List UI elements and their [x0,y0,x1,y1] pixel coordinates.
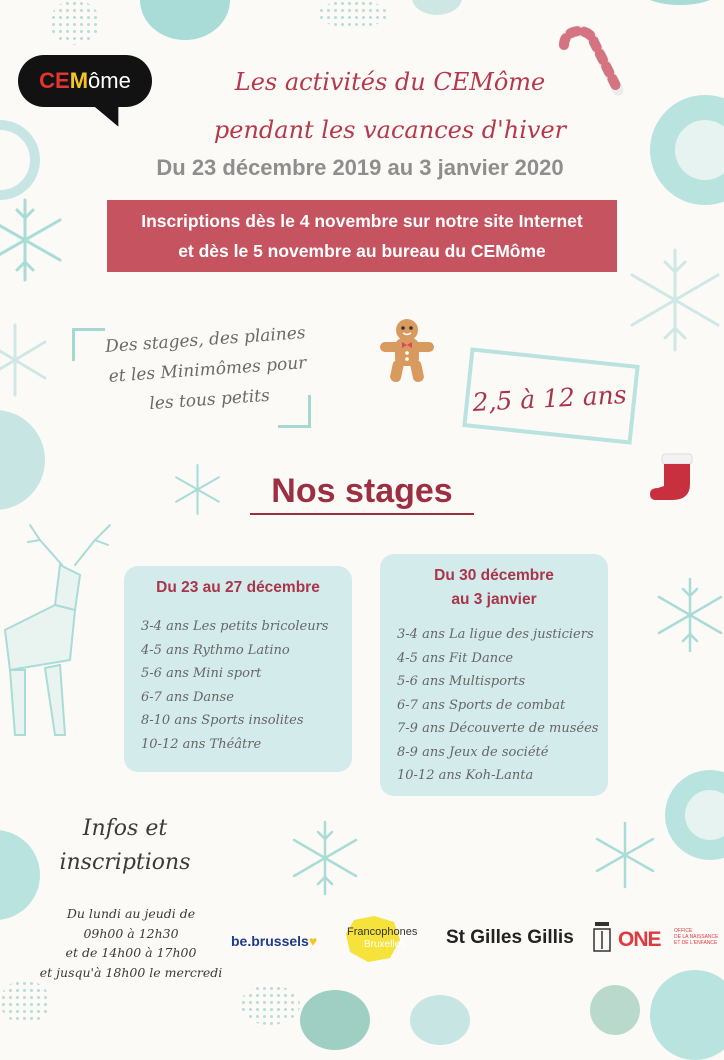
decor-circle [650,970,724,1060]
list-item: 5-6 ans Mini sport [141,666,262,681]
registration-line-2: et dès le 5 novembre au bureau du CEMôme [178,241,546,261]
hours-line-2: 09h00 à 12h30 [83,925,179,941]
one-subtitle-line-3: ET DE L'ENFANCE [674,940,718,946]
decor-circle [300,990,370,1050]
one-subtitle-line-1: OFFICE [674,928,693,934]
intro-line-2: et les Minimômes pour [108,353,307,387]
decor-circle [0,410,45,510]
decor-dots [0,980,50,1024]
list-item: 4-5 ans Rythmo Latino [141,642,290,658]
decor-circle [0,120,40,200]
week2-heading-line-2: au 3 janvier [451,591,537,608]
opening-hours [26,904,236,982]
week1-heading: Du 23 au 27 décembre [156,579,320,596]
snowflake-icon [590,820,660,890]
week2-list [397,623,608,788]
title-line-1: Les activités du CEMôme [234,68,546,96]
decor-dots [50,0,100,45]
intro-line-1: Des stages, des plaines [104,323,307,358]
one-subtitle-line-2: DE LA NAISSANCE [674,934,719,940]
list-item: 10-12 ans Théâtre [141,736,262,752]
cemome-logo [18,55,152,107]
decor-circle [590,985,640,1035]
decor-dots [240,985,300,1025]
intro-line-3: les tous petits [148,385,271,415]
stgilles-logo: St Gilles Gillis [446,927,574,948]
title-line-2: pendant les vacances d'hiver [213,116,567,144]
snowflake-icon [285,818,365,898]
decor-circle [412,0,462,15]
snowflake-icon [620,245,724,355]
stgilles-crest-icon [592,921,612,955]
hours-line-1: Du lundi au jeudi de [66,906,196,921]
gingerbread-icon [378,318,436,384]
one-subtitle [674,928,718,946]
decor-dots [318,0,388,28]
list-item: 6-7 ans Danse [141,689,234,705]
infos-title-line-2: inscriptions [59,850,191,875]
infos-title [40,812,210,880]
list-item: 7-9 ans Découverte de musées [397,721,599,736]
francophones-text-1: Francophones [347,926,418,938]
francophones-logo [342,914,434,962]
logo-text-m: M [69,68,89,93]
age-range: 2,5 à 12 ans [471,379,628,418]
logo-text-ce: CE [39,68,70,93]
stages-card-week2 [380,554,608,796]
week1-list [141,615,352,756]
list-item: 8-9 ans Jeux de société [397,744,549,760]
registration-line-1: Inscriptions dès le 4 novembre sur notre site Internet [141,211,583,231]
list-item: 3-4 ans Les petits bricoleurs [141,619,329,634]
list-item: 10-12 ans Koh-Lanta [397,768,534,783]
list-item: 4-5 ans Fit Dance [397,650,514,666]
snowflake-icon [650,575,724,655]
list-item: 6-7 ans Sports de combat [397,697,566,713]
infos-title-line-1: Infos et [82,816,168,841]
list-item: 8-10 ans Sports insolites [141,713,304,728]
one-text: ONE [618,928,661,951]
stages-card-week1 [124,566,352,772]
list-item: 3-4 ans La ligue des justiciers [397,627,594,642]
francophones-text-2: Bruxelles [364,939,406,950]
snowflake-icon [0,195,70,285]
decor-circle [410,995,470,1045]
week2-heading-line-1: Du 30 décembre [434,567,554,584]
snowflake-icon [170,462,225,517]
bebrussels-logo: be.brussels♥ [231,933,318,949]
logo-text-ome: ôme [88,68,131,93]
bebrussels-text: be.brussels [231,933,309,949]
registration-banner [107,200,617,272]
list-item: 5-6 ans Multisports [397,674,526,689]
hours-line-4: et jusqu'à 18h00 le mercredi [39,964,223,980]
stocking-icon [648,452,698,504]
reindeer-icon [0,520,130,740]
event-dates: Du 23 décembre 2019 au 3 janvier 2020 [156,155,564,180]
decor-circle [640,0,720,5]
snowflake-icon [0,320,55,400]
intro-note [87,317,328,423]
one-logo [618,928,661,952]
hours-line-3: et de 14h00 à 17h00 [65,945,197,960]
decor-circle [140,0,230,40]
stages-title: Nos stages [250,472,474,515]
